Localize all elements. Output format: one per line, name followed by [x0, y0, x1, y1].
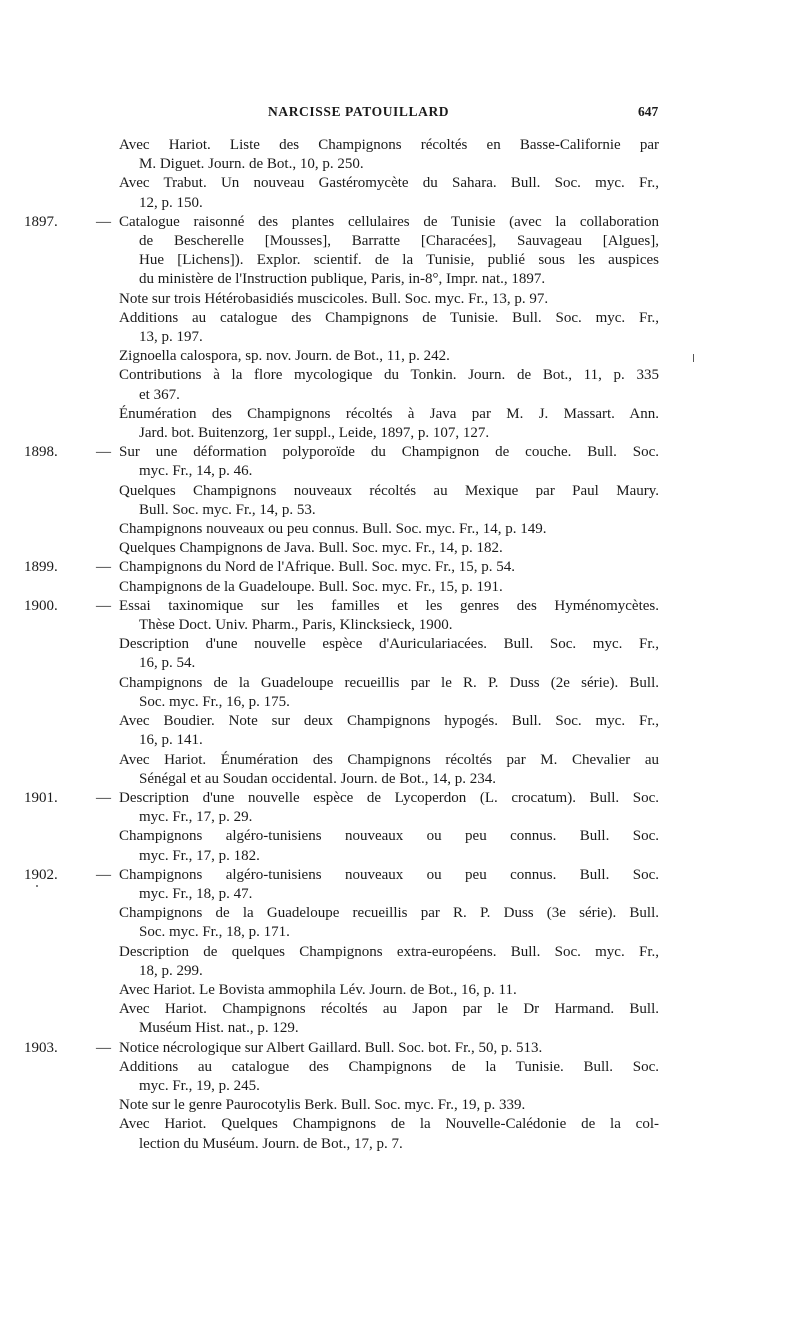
entry-line: Muséum Hist. nat., p. 129. — [139, 1020, 299, 1037]
bibliography-entry — [0, 1000, 800, 1038]
entry-text — [119, 482, 659, 520]
entry-year: 1903. — [24, 1039, 58, 1056]
running-title: NARCISSE PATOUILLARD — [268, 104, 450, 119]
bibliography-entry — [0, 405, 800, 443]
entry-year: 1900. — [24, 597, 58, 614]
entry-text — [119, 635, 659, 673]
bibliography-entry — [0, 866, 800, 904]
bibliography-entry — [0, 539, 800, 558]
margin-dot — [36, 885, 38, 887]
bibliography-entry — [0, 1115, 800, 1153]
entry-line: myc. Fr., 17, p. 29. — [139, 809, 253, 826]
entry-line: 18, p. 299. — [139, 962, 203, 979]
entry-text — [119, 1000, 659, 1038]
entry-line: Additions au catalogue des Champignons de Tunisie. Bull. Soc. myc. Fr., — [119, 309, 659, 326]
bibliography-entry — [0, 482, 800, 520]
entry-line: Catalogue raisonné des plantes cellulaires de Tunisie (avec la collaboration — [119, 213, 659, 230]
year-dash: — — [96, 866, 111, 883]
bibliography-entry — [0, 751, 800, 789]
entry-line: Quelques Champignons nouveaux récoltés au Mexique par Paul Maury. — [119, 482, 659, 499]
entry-text — [119, 520, 659, 539]
entry-line: Additions au catalogue des Champignons de la Tunisie. Bull. Soc. — [119, 1058, 659, 1075]
entry-text — [119, 366, 659, 404]
entry-text — [119, 443, 659, 481]
entry-year: 1899. — [24, 559, 58, 576]
entry-line: Champignons de la Guadeloupe recueillis par R. P. Duss (3e série). Bull. — [119, 905, 659, 922]
bibliography-entry — [0, 578, 800, 597]
bibliography-entry — [0, 520, 800, 539]
entry-line: Champignons du Nord de l'Afrique. Bull. Soc. myc. Fr., 15, p. 54. — [119, 559, 516, 576]
entry-text — [119, 1039, 659, 1058]
entry-text — [119, 674, 659, 712]
entry-line: myc. Fr., 17, p. 182. — [139, 847, 260, 864]
year-dash: — — [96, 789, 111, 806]
entry-line: Sénégal et au Soudan occidental. Journ. de Bot., 14, p. 234. — [139, 770, 497, 787]
entry-line: M. Diguet. Journ. de Bot., 10, p. 250. — [139, 156, 364, 173]
bibliography-entry — [0, 290, 800, 309]
entry-line: Soc. myc. Fr., 18, p. 171. — [139, 924, 290, 941]
entry-line: de Bescherelle [Mousses], Barratte [Characées], Sauvageau [Algues], — [139, 233, 659, 250]
entry-line: Avec Hariot. Champignons récoltés au Japon par le Dr Harmand. Bull. — [119, 1001, 659, 1018]
entry-line: Contributions à la flore mycologique du Tonkin. Journ. de Bot., 11, p. 335 — [119, 367, 659, 384]
bibliography-entry — [0, 827, 800, 865]
bibliography-entry — [0, 635, 800, 673]
entry-line: Bull. Soc. myc. Fr., 14, p. 53. — [139, 501, 316, 518]
entry-text — [119, 1115, 659, 1153]
entry-line: Quelques Champignons de Java. Bull. Soc. myc. Fr., 14, p. 182. — [119, 540, 503, 557]
year-dash: — — [96, 1039, 111, 1056]
bibliography-entry — [0, 674, 800, 712]
entry-line: 16, p. 54. — [139, 655, 196, 672]
entry-line: Note sur trois Hétérobasidiés muscicoles. Bull. Soc. myc. Fr., 13, p. 97. — [119, 290, 549, 307]
bibliography-entry — [0, 904, 800, 942]
bibliography-entry — [0, 174, 800, 212]
entry-text — [119, 290, 659, 309]
entry-text — [119, 309, 659, 347]
entry-line: Description d'une nouvelle espèce d'Auriculariacées. Bull. Soc. myc. Fr., — [119, 636, 659, 653]
entry-text — [119, 1058, 659, 1096]
entry-text — [119, 827, 659, 865]
bibliography-entry — [0, 136, 800, 174]
entry-text — [119, 866, 659, 904]
entry-line: Notice nécrologique sur Albert Gaillard. Bull. Soc. bot. Fr., 50, p. 513. — [119, 1039, 543, 1056]
entry-line: et 367. — [139, 386, 180, 403]
entry-line: Énumération des Champignons récoltés à Java par M. J. Massart. Ann. — [119, 405, 659, 422]
entry-line: Sur une déformation polyporoïde du Champignon de couche. Bull. Soc. — [119, 444, 659, 461]
entry-line: Champignons algéro-tunisiens nouveaux ou peu connus. Bull. Soc. — [119, 828, 659, 845]
page-number: 647 — [638, 104, 659, 119]
year-dash: — — [96, 213, 111, 230]
bibliography-entry — [0, 1058, 800, 1096]
entry-text — [119, 904, 659, 942]
entry-line: Hue [Lichens]). Explor. scientif. de la Tunisie, publié sous les auspices — [139, 252, 659, 269]
entry-text — [119, 558, 659, 577]
entry-text — [119, 347, 659, 366]
entry-line: lection du Muséum. Journ. de Bot., 17, p. 7. — [139, 1135, 403, 1152]
page-header — [0, 104, 800, 124]
bibliography-entry — [0, 789, 800, 827]
bibliography-entry — [0, 213, 800, 290]
year-dash: — — [96, 559, 111, 576]
bibliography-entry — [0, 943, 800, 981]
entry-line: Champignons de la Guadeloupe recueillis par le R. P. Duss (2e série). Bull. — [119, 674, 659, 691]
entry-text — [119, 751, 659, 789]
entry-line: Zignoella calospora, sp. nov. Journ. de Bot., 11, p. 242. — [119, 348, 450, 365]
entry-text — [119, 213, 659, 290]
bibliography-entry — [0, 1039, 800, 1058]
entry-line: Avec Boudier. Note sur deux Champignons hypogés. Bull. Soc. myc. Fr., — [119, 713, 659, 730]
bibliography-entry — [0, 443, 800, 481]
entry-text — [119, 578, 659, 597]
bibliography-entry — [0, 597, 800, 635]
entry-year: 1898. — [24, 444, 58, 461]
entry-line: myc. Fr., 19, p. 245. — [139, 1077, 260, 1094]
entry-line: Avec Hariot. Le Bovista ammophila Lév. Journ. de Bot., 16, p. 11. — [119, 981, 517, 998]
entry-year: 1901. — [24, 789, 58, 806]
entry-line: Note sur le genre Paurocotylis Berk. Bull. Soc. myc. Fr., 19, p. 339. — [119, 1097, 526, 1114]
entry-line: myc. Fr., 18, p. 47. — [139, 885, 253, 902]
entry-line: 16, p. 141. — [139, 732, 203, 749]
entry-text — [119, 712, 659, 750]
year-dash: — — [96, 444, 111, 461]
entry-line: Essai taxinomique sur les familles et les genres des Hyménomycètes. — [119, 597, 659, 614]
entry-year: 1902. — [24, 866, 58, 883]
margin-mark — [693, 354, 694, 362]
entry-line: Jard. bot. Buitenzorg, 1er suppl., Leide, 1897, p. 107, 127. — [139, 425, 490, 442]
entry-line: Champignons nouveaux ou peu connus. Bull. Soc. myc. Fr., 14, p. 149. — [119, 521, 547, 538]
entry-text — [119, 943, 659, 981]
entry-line: Soc. myc. Fr., 16, p. 175. — [139, 693, 290, 710]
bibliography-entry — [0, 712, 800, 750]
entry-text — [119, 539, 659, 558]
entry-text — [119, 174, 659, 212]
entry-text — [119, 981, 659, 1000]
entry-text — [119, 1096, 659, 1115]
entry-line: 12, p. 150. — [139, 194, 203, 211]
entry-line: Champignons de la Guadeloupe. Bull. Soc. myc. Fr., 15, p. 191. — [119, 578, 503, 595]
bibliography-entry — [0, 347, 800, 366]
bibliography-entry — [0, 981, 800, 1000]
entry-text — [119, 789, 659, 827]
entry-line: Champignons algéro-tunisiens nouveaux ou peu connus. Bull. Soc. — [119, 866, 659, 883]
entry-line: Avec Hariot. Énumération des Champignons récoltés par M. Chevalier au — [119, 751, 659, 768]
bibliography-entry — [0, 309, 800, 347]
entry-line: Description d'une nouvelle espèce de Lycoperdon (L. crocatum). Bull. Soc. — [119, 789, 659, 806]
entry-line: Avec Hariot. Liste des Champignons récoltés en Basse-Californie par — [119, 137, 659, 153]
entry-year: 1897. — [24, 213, 58, 230]
entry-text — [119, 597, 659, 635]
entry-line: 13, p. 197. — [139, 329, 203, 346]
entry-line: Thèse Doct. Univ. Pharm., Paris, Klincksieck, 1900. — [139, 617, 453, 634]
entry-text — [119, 136, 659, 174]
bibliography-entry — [0, 366, 800, 404]
bibliography-entry — [0, 1096, 800, 1115]
entry-text — [119, 405, 659, 443]
bibliography-list — [0, 136, 800, 1154]
entry-line: Avec Trabut. Un nouveau Gastéromycète du Sahara. Bull. Soc. myc. Fr., — [119, 175, 659, 192]
entry-line: du ministère de l'Instruction publique, Paris, in-8°, Impr. nat., 1897. — [139, 271, 546, 288]
entry-line: Avec Hariot. Quelques Champignons de la Nouvelle-Calédonie de la col- — [119, 1116, 659, 1133]
bibliography-entry — [0, 558, 800, 577]
year-dash: — — [96, 597, 111, 614]
entry-line: Description de quelques Champignons extra-européens. Bull. Soc. myc. Fr., — [119, 943, 659, 960]
entry-line: myc. Fr., 14, p. 46. — [139, 463, 253, 480]
